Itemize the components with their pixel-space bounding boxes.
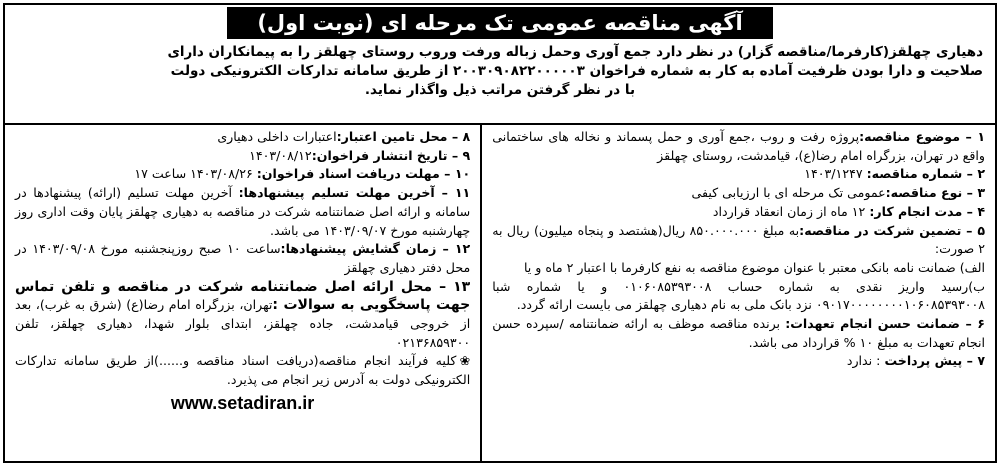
procedure-note: ❀کلیه فرآیند انجام مناقصه(دریافت اسناد مناقصه و......)از طریق سامانه تدارکات الکترونیکی دولت به آدرس زیر انجام می پذیرد. [15, 353, 471, 388]
intro-line-3: با در نظر گرفتن مراتب ذیل واگذار نماید. [364, 82, 636, 98]
intro-line-2: صلاحیت و دارا بودن ظرفیت آماده به کار به شماره فراخوان ۲۰۰۳۰۹۰۸۲۲۰۰۰۰۰۳ از طریق سامانه تدارکات الکترونیکی دولت [170, 63, 983, 79]
item-12: ۱۲ – زمان گشایش پیشنهادها:ساعت ۱۰ صبح روزپنجشنبه مورخ ۱۴۰۳/۰۹/۰۸ در محل دفتر دهیاری چهلقز [15, 241, 471, 275]
title-bar [5, 5, 995, 41]
item-2: ۲ – شماره مناقصه: ۱۴۰۳/۱۲۴۷ [804, 166, 985, 182]
tender-notice [3, 3, 997, 463]
item-9: ۹ – تاریخ انتشار فراخوان:۱۴۰۳/۰۸/۱۲ [249, 147, 471, 163]
notice-title: آگهی مناقصه عمومی تک مرحله ای (نوبت اول) [227, 7, 772, 39]
item-11: ۱۱ – آخرین مهلت تسلیم پیشنهادها: آخرین مهلت تسلیم (ارائه) پیشنهادها در سامانه و ارائه اصل ضمانتنامه شرکت در مناقصه به دهیاری چهلقز پایان وقت اداری روز چهارشنبه مورخ ۱۴۰۳/۰۹/۰۷ می باشد. [15, 185, 471, 238]
item-4: ۴ – مدت انجام کار: ۱۲ ماه از زمان انعقاد قرارداد [712, 203, 985, 219]
intro-paragraph [5, 41, 995, 103]
item-13: ۱۳ – محل ارائه اصل ضمانتنامه شرکت در مناقصه و تلفن تماس جهت پاسخگویی به سوالات :تهران، بزرگراه امام رضا(ع) (شرق به غرب)، بعد از خروجی قیامدشت، جاده چهلقز، ابتدای بلوار شهدا، دهیاری چهلقز، تلفن ۰۲۱۳۶۸۵۹۳۰۰ [15, 278, 471, 350]
item-5-option-b: ب)رسید واریز نقدی به شماره حساب ۰۱۰۶۰۸۵۳۹۳۰۰۸ و یا شماره شبا ۰۹۰۱۷۰۰۰۰۰۰۰۰۱۰۶۰۸۵۳۹۳۰۰۸ نزد بانک ملی به نام دهیاری چهلقز می بایست ارائه گردد. [492, 278, 985, 313]
right-column [480, 125, 995, 461]
item-6: ۶ – ضمانت حسن انجام تعهدات: برنده مناقصه موظف به ارائه ضمانتنامه /سپرده حسن انجام تعهدات به مبلغ ۱۰ % قرارداد می باشد. [492, 316, 985, 350]
item-3: ۳ – نوع مناقصه:عمومی تک مرحله ای با ارزیابی کیفی [691, 185, 985, 201]
item-5-option-a: الف) ضمانت نامه بانکی معتبر با عنوان موضوع مناقصه به نفع کارفرما با اعتبار ۲ ماه و یا [523, 259, 985, 275]
item-10: ۱۰ – مهلت دریافت اسناد فراخوان: ۱۴۰۳/۰۸/۲۶ ساعت ۱۷ [134, 166, 471, 182]
item-7: ۷ – پیش پرداخت : ندارد [846, 353, 985, 369]
item-5: ۵ – تضمین شرکت در مناقصه:به مبلغ ۸۵۰.۰۰۰.۰۰۰ ریال(هشتصد و پنجاه میلیون) ریال به ۲ صورت: [492, 222, 986, 257]
notice-columns [5, 123, 995, 461]
item-8: ۸ – محل تامین اعتبار:اعتبارات داخلی دهیاری [217, 129, 471, 144]
website-link[interactable]: www.setadiran.ir [170, 392, 315, 413]
left-column [5, 125, 480, 461]
item-1: ۱ – موضوع مناقصه:پروژه رفت و روب ،جمع آوری و حمل پسماند و نخاله های ساختمانی واقع در تهران، بزرگراه امام رضا(ع)، قیامدشت، روستای چهلقز [492, 129, 985, 163]
intro-line-1: دهیاری چهلقز(کارفرما/مناقصه گزار) در نظر دارد جمع آوری وحمل زباله ورفت وروب روستای چهلقز را به پیمانکاران دارای [167, 44, 983, 60]
